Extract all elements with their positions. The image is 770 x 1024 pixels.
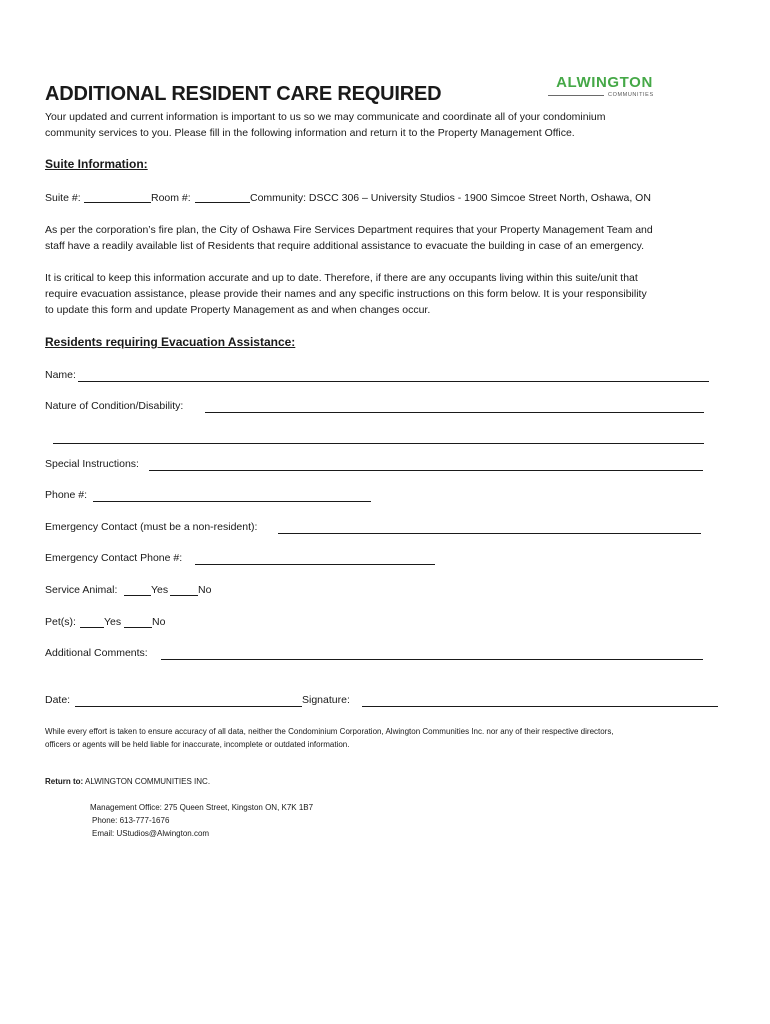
return-to-company: ALWINGTON COMMUNITIES INC.: [85, 777, 211, 786]
condition-label: Nature of Condition/Disability:: [45, 400, 184, 412]
room-label: Room #:: [151, 192, 191, 204]
emergency-contact-field[interactable]: [278, 533, 701, 534]
fire-plan-line-1: As per the corporation’s fire plan, the City of Oshawa Fire Services Department requires that your Property Management Team and: [45, 224, 653, 236]
special-instructions-label: Special Instructions:: [45, 458, 139, 470]
service-animal-no-label: No: [198, 584, 212, 596]
signature-label: Signature:: [302, 694, 350, 706]
signature-field[interactable]: [362, 706, 718, 707]
critical-line-3: to update this form and update Property Management as and when changes occur.: [45, 304, 431, 316]
office-phone: Phone: 613-777-1676: [92, 816, 170, 825]
management-office: Management Office: 275 Queen Street, Kingston ON, K7K 1B7: [90, 803, 314, 812]
logo-subtitle: COMMUNITIES: [608, 92, 654, 98]
emergency-contact-label: Emergency Contact (must be a non-resident):: [45, 521, 258, 533]
pets-label: Pet(s):: [45, 616, 76, 628]
alwington-logo: [548, 75, 661, 99]
logo-divider: [548, 95, 604, 96]
suite-label: Suite #:: [45, 192, 81, 204]
residents-heading: Residents requiring Evacuation Assistance:: [45, 335, 296, 349]
return-to: [45, 774, 210, 789]
condition-field[interactable]: [205, 412, 704, 413]
emergency-phone-field[interactable]: [195, 564, 435, 565]
service-animal-yes-label: Yes: [151, 584, 169, 596]
intro-line-1: Your updated and current information is important to us so we may communicate and coordinate all of your condominium: [45, 111, 606, 123]
phone-field[interactable]: [93, 501, 371, 502]
community-text: Community: DSCC 306 – University Studios - 1900 Simcoe Street North, Oshawa, ON: [250, 192, 651, 204]
pets-yes-label: Yes: [104, 616, 122, 628]
emergency-phone-label: Emergency Contact Phone #:: [45, 552, 183, 564]
return-to-label: Return to:: [45, 777, 84, 786]
logo-name: ALWINGTON: [556, 74, 653, 91]
phone-label: Phone #:: [45, 489, 88, 501]
service-animal-yes-field[interactable]: [124, 595, 151, 596]
office-email: Email: UStudios@Alwington.com: [92, 829, 210, 838]
pets-no-field[interactable]: [124, 627, 152, 628]
disclaimer-line-2: officers or agents will be held liable for inaccurate, incomplete or outdated information.: [45, 740, 350, 749]
suite-field[interactable]: [84, 202, 151, 203]
room-field[interactable]: [195, 202, 250, 203]
special-instructions-field[interactable]: [149, 470, 703, 471]
pets-yes-field[interactable]: [80, 627, 104, 628]
service-animal-no-field[interactable]: [170, 595, 198, 596]
service-animal-label: Service Animal:: [45, 584, 118, 596]
critical-line-1: It is critical to keep this information accurate and up to date. Therefore, if there are any occupants living within this suite/unit that: [45, 272, 638, 284]
additional-comments-label: Additional Comments:: [45, 647, 148, 659]
suite-heading: Suite Information:: [45, 157, 148, 171]
date-label: Date:: [45, 694, 71, 706]
name-field[interactable]: [78, 381, 709, 382]
form-title: ADDITIONAL RESIDENT CARE REQUIRED: [45, 83, 442, 105]
pets-no-label: No: [152, 616, 166, 628]
intro-line-2: community services to you. Please fill in the following information and return it to the Property Management Office.: [45, 127, 575, 139]
critical-line-2: require evacuation assistance, please provide their names and any specific instructions on this form below. It is your responsibility: [45, 288, 647, 300]
disclaimer-line-1: While every effort is taken to ensure accuracy of all data, neither the Condominium Corporation, Alwington Communities Inc. nor any of their respective directors,: [45, 727, 614, 736]
condition-field-line-2[interactable]: [53, 443, 704, 444]
name-label: Name:: [45, 369, 76, 381]
date-field[interactable]: [75, 706, 302, 707]
additional-comments-field[interactable]: [161, 659, 703, 660]
fire-plan-line-2: staff have a readily available list of Residents that require additional assistance to evacuate the building in case of an emergency.: [45, 240, 645, 252]
